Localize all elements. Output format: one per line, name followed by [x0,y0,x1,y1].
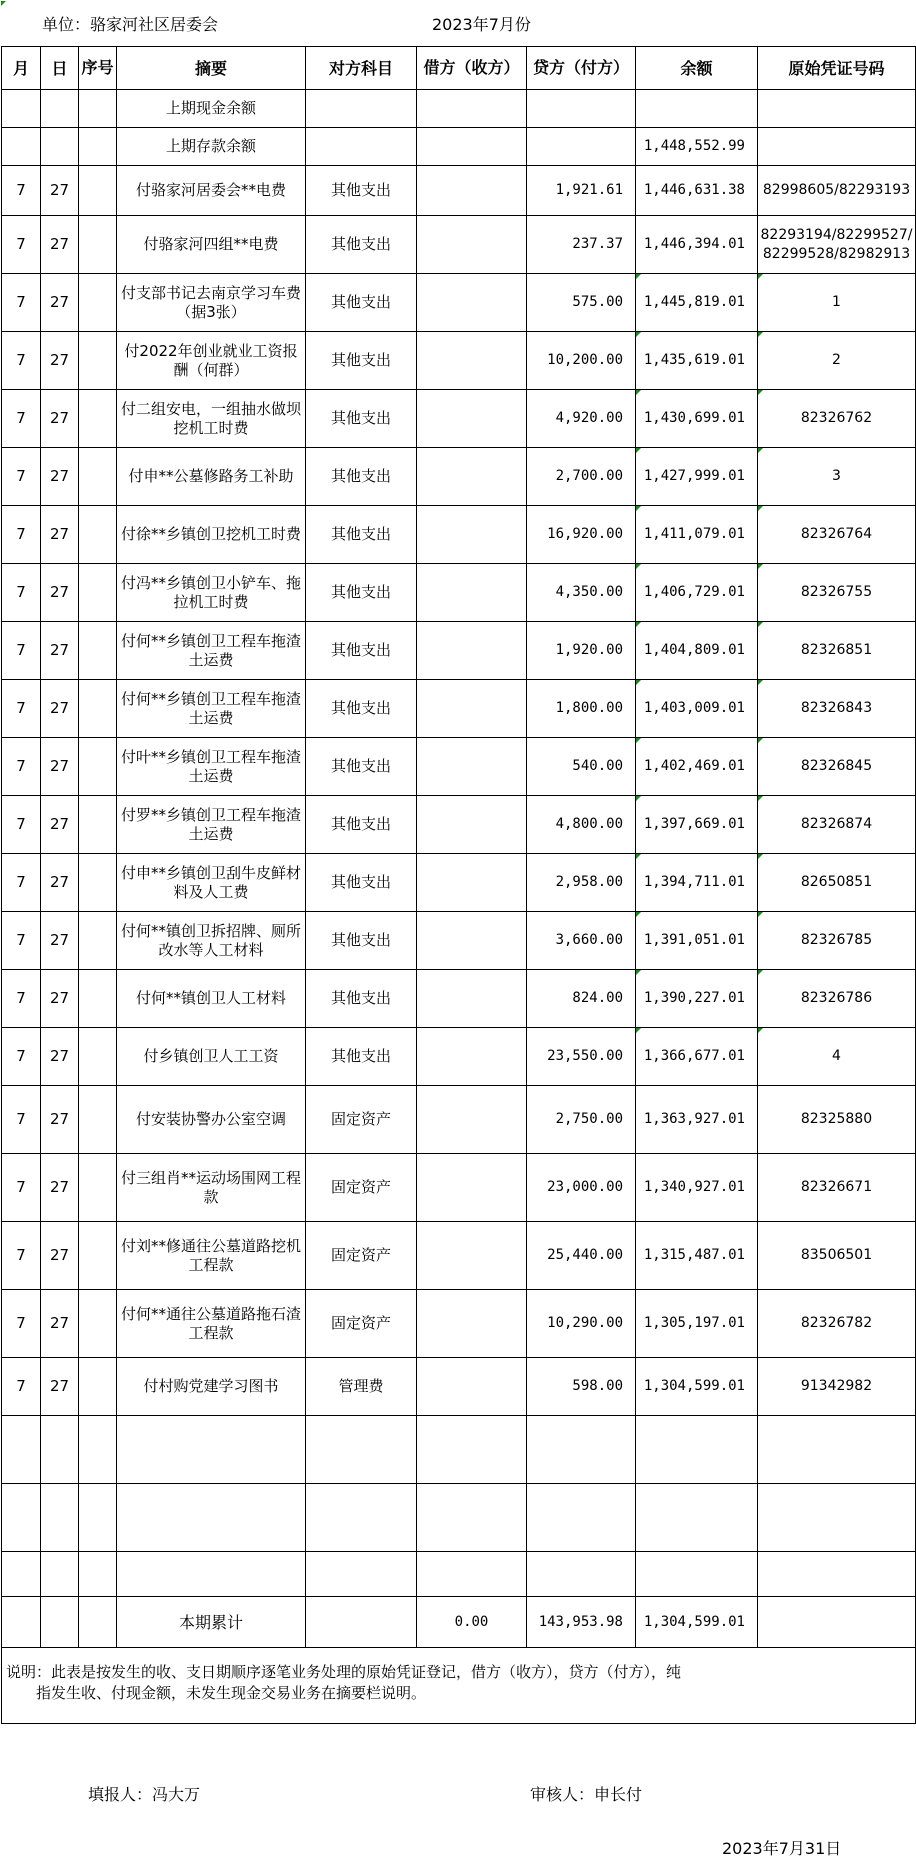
totals-row [2,1597,916,1648]
month-cell: 7 [2,738,41,796]
month-cell: 7 [2,622,41,680]
seq-cell [79,1154,117,1222]
summary-cell: 付何**乡镇创卫工程车拖渣土运费 [117,622,306,680]
credit-cell: 2,700.00 [527,448,636,506]
ledger-table [1,46,916,1724]
month-cell: 7 [2,796,41,854]
voucher-cell: 82325880 [758,1086,916,1154]
voucher-cell: 82326786 [758,970,916,1028]
month-cell: 7 [2,564,41,622]
seq-cell [79,506,117,564]
seq-cell [79,332,117,390]
credit-cell: 10,200.00 [527,332,636,390]
summary-cell: 付申**公墓修路务工补助 [117,448,306,506]
totals-credit: 143,953.98 [527,1597,636,1648]
debit-cell [417,448,527,506]
credit-cell: 1,800.00 [527,680,636,738]
seq-cell [79,564,117,622]
balance-cell: 1,411,079.01 [636,506,758,564]
month-cell: 7 [2,1290,41,1358]
credit-cell: 540.00 [527,738,636,796]
note-line-1: 说明：此表是按发生的收、支日期顺序逐笔业务处理的原始凭证登记，借方（收方），贷方（付方），纯 [6,1663,682,1681]
credit-cell: 16,920.00 [527,506,636,564]
credit-cell: 237.37 [527,216,636,274]
summary-cell: 付何**镇创卫人工材料 [117,970,306,1028]
debit-cell [417,1290,527,1358]
month-cell: 7 [2,854,41,912]
col-summary: 摘要 [117,47,306,90]
credit-cell: 598.00 [527,1358,636,1416]
opening-cash-row [2,90,916,128]
day-cell: 27 [41,854,79,912]
table-row [2,970,916,1028]
account-cell: 其他支出 [306,912,417,970]
month-cell: 7 [2,1358,41,1416]
voucher-cell: 82326843 [758,680,916,738]
day-cell: 27 [41,1358,79,1416]
voucher-cell: 82326764 [758,506,916,564]
totals-balance: 1,304,599.01 [636,1597,758,1648]
voucher-cell: 3 [758,448,916,506]
debit-cell [417,854,527,912]
table-row [2,332,916,390]
voucher-cell: 82326845 [758,738,916,796]
summary-cell: 付骆家河四组**电费 [117,216,306,274]
voucher-cell: 1 [758,274,916,332]
debit-cell [417,622,527,680]
summary-cell: 付二组安电，一组抽水做坝挖机工时费 [117,390,306,448]
summary-cell: 付罗**乡镇创卫工程车拖渣土运费 [117,796,306,854]
table-row [2,1028,916,1086]
voucher-cell: 83506501 [758,1222,916,1290]
day-cell: 27 [41,332,79,390]
table-row [2,912,916,970]
day-cell: 27 [41,274,79,332]
blank-row [2,1484,916,1552]
day-cell: 27 [41,448,79,506]
day-cell: 27 [41,622,79,680]
credit-cell: 25,440.00 [527,1222,636,1290]
unit-label: 单位：骆家河社区居委会 [42,15,219,34]
month-cell: 7 [2,274,41,332]
voucher-cell: 82326851 [758,622,916,680]
credit-cell: 575.00 [527,274,636,332]
balance-cell: 1,404,809.01 [636,622,758,680]
debit-cell [417,970,527,1028]
summary-cell: 付支部书记去南京学习车费（据3张） [117,274,306,332]
account-cell: 其他支出 [306,506,417,564]
debit-cell [417,1358,527,1416]
col-balance: 余额 [636,47,758,90]
day-cell: 27 [41,796,79,854]
note-row [2,1648,916,1724]
account-cell: 固定资产 [306,1154,417,1222]
seq-cell [79,216,117,274]
summary-cell: 付骆家河居委会**电费 [117,166,306,216]
credit-cell: 4,800.00 [527,796,636,854]
col-credit: 贷方（付方） [527,47,636,90]
account-cell: 其他支出 [306,216,417,274]
summary-cell: 付乡镇创卫人工工资 [117,1028,306,1086]
credit-cell: 10,290.00 [527,1290,636,1358]
credit-cell: 23,000.00 [527,1154,636,1222]
debit-cell [417,796,527,854]
seq-cell [79,912,117,970]
opening-deposit-balance: 1,448,552.99 [636,128,758,166]
col-month: 月 [2,47,41,90]
debit-cell [417,1028,527,1086]
account-cell: 其他支出 [306,970,417,1028]
month-cell: 7 [2,970,41,1028]
month-cell: 7 [2,390,41,448]
summary-cell: 付何**乡镇创卫工程车拖渣土运费 [117,680,306,738]
voucher-cell: 82650851 [758,854,916,912]
account-cell: 其他支出 [306,738,417,796]
debit-cell [417,332,527,390]
account-cell: 固定资产 [306,1086,417,1154]
day-cell: 27 [41,1086,79,1154]
debit-cell [417,1154,527,1222]
summary-cell: 付叶**乡镇创卫工程车拖渣土运费 [117,738,306,796]
table-row [2,1222,916,1290]
header-row [2,47,916,90]
summary-cell: 付申**乡镇创卫刮牛皮鲜材料及人工费 [117,854,306,912]
debit-cell [417,680,527,738]
voucher-cell: 82326762 [758,390,916,448]
col-account: 对方科目 [306,47,417,90]
balance-cell: 1,402,469.01 [636,738,758,796]
seq-cell [79,1028,117,1086]
account-cell: 其他支出 [306,332,417,390]
seq-cell [79,274,117,332]
account-cell: 管理费 [306,1358,417,1416]
balance-cell: 1,363,927.01 [636,1086,758,1154]
month-cell: 7 [2,216,41,274]
voucher-cell: 91342982 [758,1358,916,1416]
voucher-cell: 82326782 [758,1290,916,1358]
day-cell: 27 [41,738,79,796]
summary-cell: 付三组肖**运动场围网工程款 [117,1154,306,1222]
credit-cell: 824.00 [527,970,636,1028]
summary-cell: 付徐**乡镇创卫挖机工时费 [117,506,306,564]
seq-cell [79,738,117,796]
month-cell: 7 [2,332,41,390]
day-cell: 27 [41,912,79,970]
blank-row [2,1416,916,1484]
summary-cell: 付村购党建学习图书 [117,1358,306,1416]
credit-cell: 3,660.00 [527,912,636,970]
col-debit: 借方（收方） [417,47,527,90]
seq-cell [79,1086,117,1154]
table-row [2,448,916,506]
opening-deposit-row [2,128,916,166]
balance-cell: 1,315,487.01 [636,1222,758,1290]
account-cell: 其他支出 [306,564,417,622]
summary-cell: 付2022年创业就业工资报酬（何群） [117,332,306,390]
debit-cell [417,738,527,796]
voucher-cell: 4 [758,1028,916,1086]
voucher-cell: 82326671 [758,1154,916,1222]
debit-cell [417,912,527,970]
summary-cell: 付冯**乡镇创卫小铲车、拖拉机工时费 [117,564,306,622]
blank-row [2,1552,916,1597]
balance-cell: 1,446,631.38 [636,166,758,216]
balance-cell: 1,435,619.01 [636,332,758,390]
table-row [2,274,916,332]
debit-cell [417,216,527,274]
month-cell: 7 [2,166,41,216]
voucher-cell: 82326874 [758,796,916,854]
seq-cell [79,1290,117,1358]
credit-cell: 1,920.00 [527,622,636,680]
debit-cell [417,506,527,564]
credit-cell: 4,920.00 [527,390,636,448]
voucher-cell: 2 [758,332,916,390]
day-cell: 27 [41,1028,79,1086]
debit-cell [417,274,527,332]
balance-cell: 1,305,197.01 [636,1290,758,1358]
credit-cell: 4,350.00 [527,564,636,622]
balance-cell: 1,403,009.01 [636,680,758,738]
account-cell: 其他支出 [306,390,417,448]
table-row [2,1154,916,1222]
opening-deposit-label: 上期存款余额 [117,128,306,166]
note-line-2: 指发生收、付现金额，未发生现金交易业务在摘要栏说明。 [36,1684,427,1702]
table-row [2,1358,916,1416]
table-row [2,854,916,912]
credit-cell: 2,750.00 [527,1086,636,1154]
credit-cell: 23,550.00 [527,1028,636,1086]
table-row [2,506,916,564]
balance-cell: 1,394,711.01 [636,854,758,912]
credit-cell: 1,921.61 [527,166,636,216]
month-cell: 7 [2,1222,41,1290]
totals-debit: 0.00 [417,1597,527,1648]
seq-cell [79,680,117,738]
month-cell: 7 [2,506,41,564]
month-cell: 7 [2,1086,41,1154]
voucher-cell: 82293194/82299527/82299528/82982913 [758,216,916,274]
account-cell: 固定资产 [306,1222,417,1290]
summary-cell: 付刘**修通往公墓道路挖机工程款 [117,1222,306,1290]
account-cell: 固定资产 [306,1290,417,1358]
balance-cell: 1,445,819.01 [636,274,758,332]
account-cell: 其他支出 [306,796,417,854]
summary-cell: 付何**镇创卫拆招牌、厕所改水等人工材料 [117,912,306,970]
seq-cell [79,448,117,506]
debit-cell [417,166,527,216]
debit-cell [417,390,527,448]
account-cell: 其他支出 [306,622,417,680]
day-cell: 27 [41,1222,79,1290]
table-row [2,390,916,448]
voucher-cell: 82326755 [758,564,916,622]
month-cell: 7 [2,448,41,506]
seq-cell [79,854,117,912]
debit-cell [417,1086,527,1154]
account-cell: 其他支出 [306,274,417,332]
summary-cell: 付何**通往公墓道路拖石渣工程款 [117,1290,306,1358]
reviewer-label: 审核人：申长付 [530,1785,643,1804]
table-row [2,796,916,854]
day-cell: 27 [41,216,79,274]
day-cell: 27 [41,1290,79,1358]
seq-cell [79,622,117,680]
balance-cell: 1,446,394.01 [636,216,758,274]
account-cell: 其他支出 [306,166,417,216]
note-cell [2,1648,916,1724]
col-voucher: 原始凭证号码 [758,47,916,90]
voucher-cell: 82326785 [758,912,916,970]
seq-cell [79,166,117,216]
balance-cell: 1,340,927.01 [636,1154,758,1222]
seq-cell [79,1358,117,1416]
seq-cell [79,1222,117,1290]
account-cell: 其他支出 [306,1028,417,1086]
table-row [2,1290,916,1358]
day-cell: 27 [41,166,79,216]
col-seq: 序号 [79,47,117,90]
month-cell: 7 [2,912,41,970]
month-cell: 7 [2,680,41,738]
report-date: 2023年7月31日 [722,1839,842,1858]
balance-cell: 1,366,677.01 [636,1028,758,1086]
corner-mark [1,1,6,6]
balance-cell: 1,430,699.01 [636,390,758,448]
period-label: 2023年7月份 [432,15,531,34]
balance-cell: 1,304,599.01 [636,1358,758,1416]
debit-cell [417,564,527,622]
account-cell: 其他支出 [306,680,417,738]
day-cell: 27 [41,506,79,564]
balance-cell: 1,397,669.01 [636,796,758,854]
seq-cell [79,970,117,1028]
balance-cell: 1,391,051.01 [636,912,758,970]
voucher-cell: 82998605/82293193 [758,166,916,216]
table-row [2,680,916,738]
col-day: 日 [41,47,79,90]
month-cell: 7 [2,1154,41,1222]
debit-cell [417,1222,527,1290]
balance-cell: 1,406,729.01 [636,564,758,622]
balance-cell: 1,427,999.01 [636,448,758,506]
credit-cell: 2,958.00 [527,854,636,912]
filler-label: 填报人：冯大万 [88,1785,201,1804]
seq-cell [79,796,117,854]
table-row [2,1086,916,1154]
table-row [2,564,916,622]
day-cell: 27 [41,680,79,738]
table-row [2,216,916,274]
summary-cell: 付安装协警办公室空调 [117,1086,306,1154]
balance-cell: 1,390,227.01 [636,970,758,1028]
account-cell: 其他支出 [306,448,417,506]
table-row [2,166,916,216]
day-cell: 27 [41,390,79,448]
opening-cash-label: 上期现金余额 [117,90,306,128]
totals-label: 本期累计 [117,1597,306,1648]
day-cell: 27 [41,564,79,622]
table-row [2,622,916,680]
table-row [2,738,916,796]
day-cell: 27 [41,970,79,1028]
seq-cell [79,390,117,448]
account-cell: 其他支出 [306,854,417,912]
month-cell: 7 [2,1028,41,1086]
day-cell: 27 [41,1154,79,1222]
